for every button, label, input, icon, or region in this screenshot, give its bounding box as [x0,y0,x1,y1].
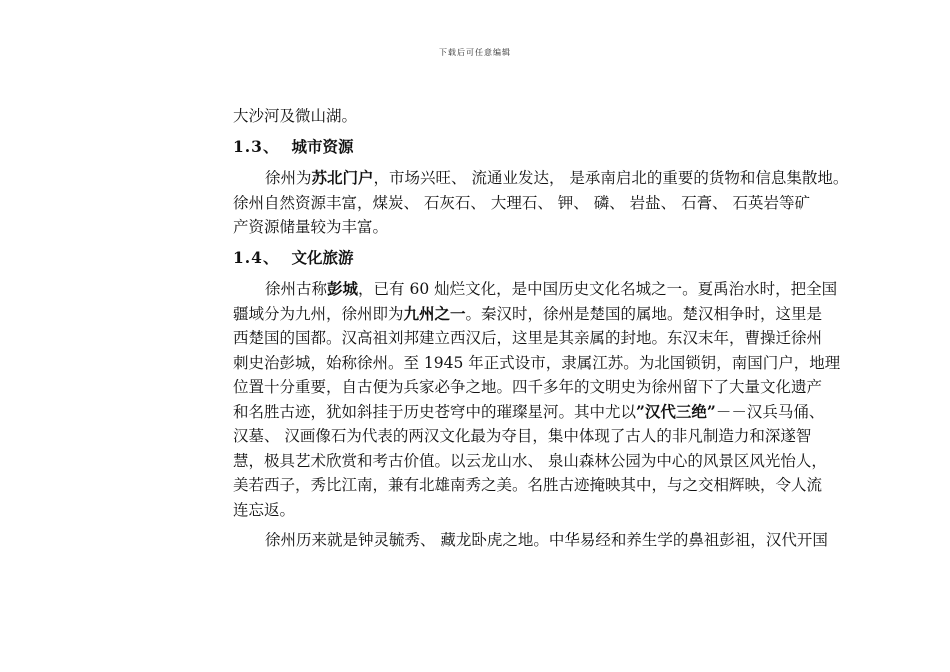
page-header: 下载后可任意编辑 [439,48,511,57]
text-line [233,166,873,191]
text-line: 徐州历来就是钟灵毓秀、 藏龙卧虎之地。中华易经和养生学的鼻祖彭祖，汉代开国 [265,531,828,549]
text-run: 。秦汉时，徐州是楚国的属地。楚汉相争时，这里是 [465,304,823,323]
text-line: 汉墓、 汉画像石为代表的两汉文化最为夺目，集中体现了古人的非凡制造力和深遂智 [233,427,812,445]
text-line [233,277,873,302]
bold-text: 苏北门户 [311,168,374,187]
text-line: 美若西子，秀比江南，兼有北雄南秀之美。名胜古迹掩映其中，与之交相辉映，令人流 [233,476,823,494]
text-run: ，已有 60 灿烂文化，是中国历史文化名城之一。夏禹治水时，把全国 [358,280,838,298]
paragraph-notable-people [233,528,873,553]
bold-text: 九州之一 [403,303,466,323]
text-run: ，市场兴旺、 流通业发达， 是承南启北的重要的货物和信息集散地。 [373,169,849,187]
text-run: 徐州古称 [265,280,328,298]
paragraph-culture-tourism [233,277,873,522]
section-title: 城市资源 [291,136,354,156]
text-run: －－汉兵马俑、 [715,402,825,421]
text-line: 位置十分重要，自古便为兵家必争之地。四千多年的文明史为徐州留下了大量文化遗产 [233,378,823,396]
text-line: 大沙河及微山湖。 [233,107,358,125]
text-line: 西楚国的国都。汉高祖刘邦建立西汉后，这里是其亲属的封地。东汉末年，曹操迁徐州 [233,329,823,347]
section-heading-1-3 [233,135,873,160]
bold-text: ”汉代三绝” [636,401,716,421]
bold-text: 彭城 [327,279,359,298]
document-body [233,104,873,553]
text-line [233,400,873,425]
text-line: 连忘返。 [233,500,296,519]
text-line: 徐州自然资源丰富，煤炭、 石灰石、 大理石、 钾、 磷、 岩盐、 石膏、 石英岩等矿 [233,193,810,212]
section-number: 1.4、 [233,247,280,267]
section-title: 文化旅游 [291,247,354,267]
text-run: 徐州为 [265,169,312,187]
text-run: 和名胜古迹，犹如斜挂于历史苍穹中的璀璨星河。其中尤以 [233,402,637,421]
text-run: 疆域分为九州，徐州即为 [233,304,404,323]
text-line: 刺史治彭城，始称徐州。至 1945 年正式设市，隶属江苏。为北国锁钥，南国门户，地理 [233,353,841,372]
section-heading-1-4 [233,246,873,271]
section-number: 1.3、 [233,136,280,156]
text-line [233,302,873,327]
text-line: 慧，极具艺术欣赏和考古价值。以云龙山水、 泉山森林公园为中心的风景区风光怡人， [233,451,827,470]
paragraph-city-resources [233,166,873,240]
text-line: 产资源储量较为丰富。 [233,218,389,236]
